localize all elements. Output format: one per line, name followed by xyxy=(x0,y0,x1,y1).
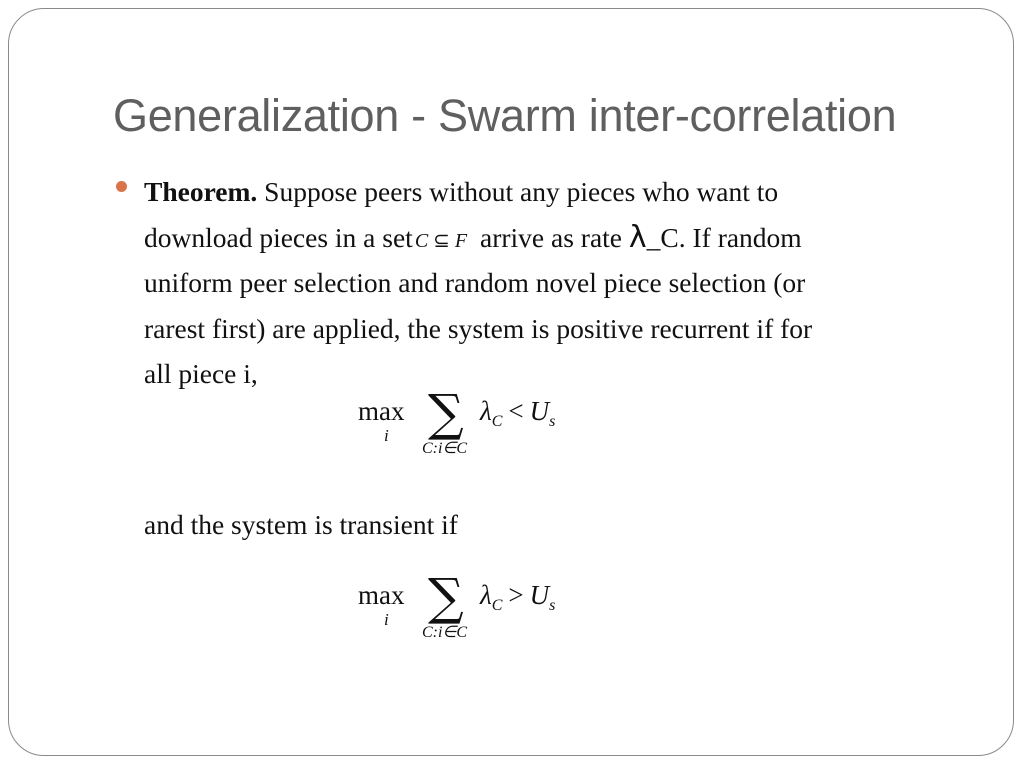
formula2-u-sub: s xyxy=(549,597,556,614)
theorem-text-2b: arrive as rate xyxy=(473,221,629,253)
formula2-lambda: λ xyxy=(480,580,492,610)
theorem-text-1: Suppose peers without any pieces who want to xyxy=(257,176,779,207)
theorem-text-2a: download pieces in a set xyxy=(144,221,413,253)
formula-transient xyxy=(358,568,598,650)
lambda-symbol: λ xyxy=(628,219,647,255)
formula-recurrent xyxy=(358,384,598,466)
formula2-rhs xyxy=(480,580,556,614)
set-math-op: ⊆ xyxy=(428,229,455,252)
theorem-line-4: rarest first) are applied, the system is positive recurrent if for xyxy=(144,312,813,344)
formula1-max-sub: i xyxy=(384,426,389,445)
formula1-lambda-sub: C xyxy=(491,413,503,430)
theorem-label: Theorem. xyxy=(144,176,258,207)
slide-title: Generalization - Swarm inter-correlation xyxy=(113,90,897,141)
formula1-sigma-sub: C:i∈C xyxy=(422,440,468,457)
theorem-line-3: uniform peer selection and random novel piece selection (or xyxy=(144,267,806,298)
formula2-op: > xyxy=(508,580,524,610)
formula2-sigma-sub: C:i∈C xyxy=(422,624,468,641)
theorem-line-5: all piece i, xyxy=(144,358,258,389)
formula1-sigma: ∑ xyxy=(428,384,464,442)
formula1-max: max xyxy=(358,396,405,426)
formula1-u-sub: s xyxy=(549,413,556,430)
transient-text: and the system is transient if xyxy=(144,509,458,540)
formula2-max: max xyxy=(358,580,405,610)
formula1-op: < xyxy=(508,396,524,426)
formula2-lambda-sub: C xyxy=(491,597,503,614)
theorem-line-1 xyxy=(144,169,974,215)
set-math xyxy=(415,230,467,252)
bullet-icon xyxy=(116,181,127,192)
formula2-max-sub: i xyxy=(384,610,389,629)
formula2-u: U xyxy=(529,580,550,610)
formula2-sigma: ∑ xyxy=(428,568,464,626)
set-math-f: F xyxy=(454,229,468,252)
set-math-c: C xyxy=(414,229,429,252)
theorem-paragraph xyxy=(144,169,974,397)
formula1-lambda: λ xyxy=(480,396,492,426)
formula1-u: U xyxy=(529,396,550,426)
formula1-rhs xyxy=(480,396,556,430)
theorem-text-2c: _C. If random xyxy=(646,221,802,253)
theorem-line-2 xyxy=(144,215,974,261)
